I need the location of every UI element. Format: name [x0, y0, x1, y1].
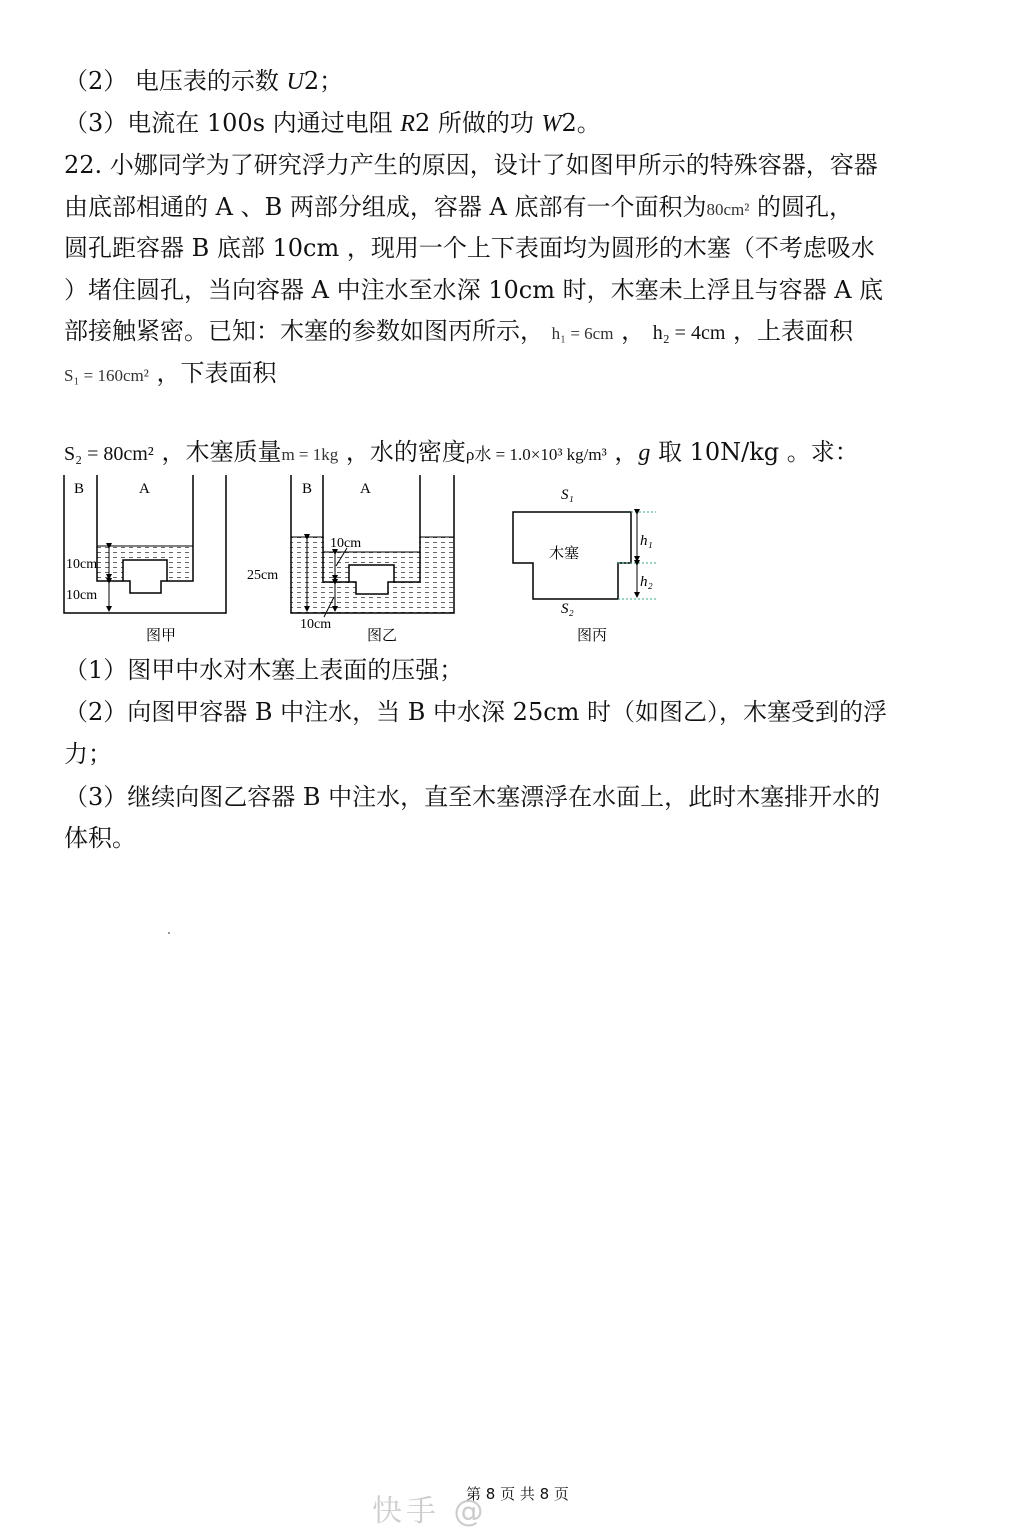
question-22-line3: 圆孔距容器 B 底部 10cm ，现用一个上下表面均为圆形的木塞（不考虑吸水 — [64, 234, 875, 262]
dimension: 10cm — [300, 617, 332, 632]
label-a: A — [139, 481, 150, 497]
dimension: 10cm — [66, 588, 98, 603]
label-h1: h₁ — [640, 533, 653, 549]
sub-question-2: （2）向图甲容器 B 中注水，当 B 中水深 25cm 时（如图乙），木塞受到的浮 — [64, 698, 888, 726]
label-s1: S₁ — [561, 487, 574, 503]
var: R — [400, 111, 415, 137]
dimension: 10cm — [66, 557, 98, 572]
label-plug: 木塞 — [549, 546, 580, 562]
text: ，上表面积 — [725, 317, 854, 345]
formula: 80cm² — [706, 200, 750, 219]
formula: ρ水 = 1.0×10³ kg/m³ — [465, 445, 607, 464]
formula: S₁ = 160cm² — [64, 366, 149, 385]
text: 2； — [303, 67, 344, 95]
text: ，下表面积 — [148, 359, 277, 387]
watermark: 快手 @ — [372, 1494, 488, 1529]
text: ， — [613, 317, 653, 345]
formula: h₂ = 4cm — [652, 322, 726, 344]
text: 取 10N/kg 。求： — [650, 438, 859, 466]
sub-question-3-cont: 体积。 — [64, 824, 136, 852]
figure-yi — [291, 475, 454, 617]
dimension: 25cm — [247, 568, 279, 583]
text: ， — [606, 438, 639, 466]
formula: S₂ = 80cm² — [64, 443, 154, 465]
sub-question-1: （1）图甲中水对木塞上表面的压强； — [64, 656, 464, 684]
formula: h₁ = 6cm — [551, 324, 614, 343]
label-b: B — [302, 481, 313, 497]
question-22-line1: 22. 小娜同学为了研究浮力产生的原因，设计了如图甲所示的特殊容器，容器 — [64, 151, 878, 179]
page-number: 第 8 页 共 8 页 — [466, 1485, 569, 1503]
sub-question-2-cont: 力； — [64, 740, 112, 768]
text: （3）电流在 100s 内通过电阻 — [64, 109, 401, 137]
text: 部接触紧密。已知：木塞的参数如图丙所示， — [64, 317, 552, 345]
label-s2: S₂ — [561, 601, 574, 617]
label-h2: h₂ — [640, 574, 653, 590]
caption: 图乙 — [367, 628, 398, 644]
text: ，水的密度 — [338, 438, 466, 466]
text: 2。 — [561, 109, 601, 137]
caption: 图丙 — [577, 628, 608, 644]
var: U — [286, 69, 304, 95]
question-22-line4: ）堵住圆孔，当向容器 A 中注水至水深 10cm 时，木塞未上浮且与容器 A 底 — [64, 276, 884, 304]
var: g — [638, 440, 651, 466]
text: ，木塞质量 — [153, 438, 282, 466]
figure-bing — [513, 512, 656, 599]
text: 2 所做的功 — [414, 109, 542, 137]
var: W — [541, 111, 562, 137]
sub-question-3: （3）继续向图乙容器 B 中注水，直至木塞漂浮在水面上，此时木塞排开水的 — [64, 783, 881, 811]
caption: 图甲 — [146, 628, 177, 644]
dimension: 10cm — [330, 536, 362, 551]
text: 的圆孔， — [749, 193, 853, 221]
text: （2） 电压表的示数 — [64, 67, 287, 95]
text: 由底部相通的 A 、B 两部分组成，容器 A 底部有一个面积为 — [64, 193, 707, 221]
formula: m = 1kg — [281, 445, 339, 464]
speck — [168, 932, 170, 934]
figures — [0, 0, 1022, 660]
label-b: B — [74, 481, 85, 497]
label-a: A — [360, 481, 371, 497]
